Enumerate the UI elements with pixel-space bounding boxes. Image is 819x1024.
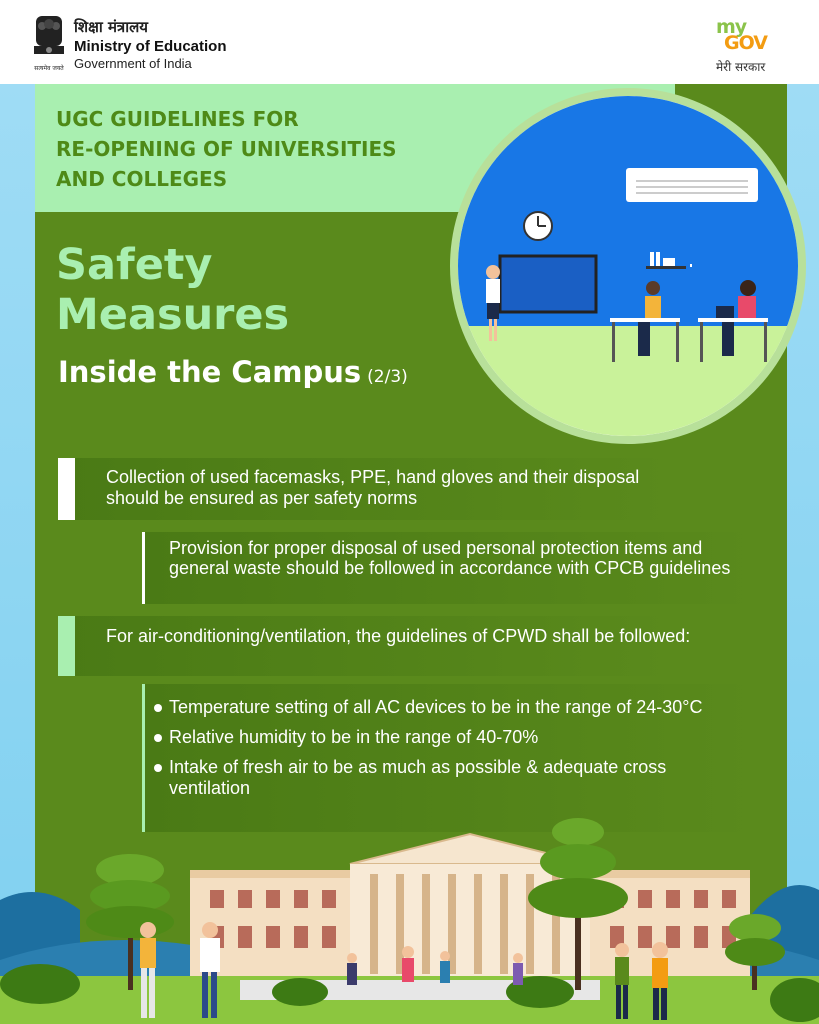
mygov-gov-text: GOV [724, 32, 767, 54]
item-1-text: Collection of used facemasks, PPE, hand gloves and their disposal should be ensured as per safety norms [106, 467, 640, 508]
mygov-hindi-text: मेरी सरकार [716, 60, 766, 74]
title-line-3: AND COLLEGES [56, 167, 228, 191]
item-1-sub-text: Provision for proper disposal of used personal protection items and general waste should be followed in accordance with CPCB guidelines [169, 538, 731, 578]
ministry-english-name: Ministry of Education [74, 38, 227, 55]
ventilation-bullets [154, 697, 734, 808]
title-line-1: UGC GUIDELINES FOR [56, 107, 299, 131]
classroom-illustration [450, 88, 806, 444]
page-title [56, 104, 486, 194]
campus-illustration [0, 810, 819, 1024]
item-1-sub-marker [142, 532, 145, 604]
state-emblem-icon [30, 14, 68, 74]
bullet-item: Intake of fresh air to be as much as possible & adequate cross ventilation [154, 757, 734, 799]
heading-line-1: Safety [56, 240, 213, 290]
mygov-logo [716, 16, 788, 78]
item-2-marker [58, 616, 75, 676]
page-indicator: (2/3) [367, 367, 408, 387]
government-label: Government of India [74, 56, 192, 71]
subtitle-text: Inside the Campus [58, 355, 362, 389]
svg-text:सत्यमेव जयते: सत्यमेव जयते [34, 65, 64, 72]
item-2-text: For air-conditioning/ventilation, the guidelines of CPWD shall be followed: [106, 626, 691, 646]
bullet-item: Relative humidity to be in the range of 40-70% [154, 727, 734, 748]
section-subtitle [58, 355, 408, 389]
mygov-my-text: my [716, 16, 747, 38]
title-line-2: RE-OPENING OF UNIVERSITIES [56, 137, 397, 161]
classroom-scene [458, 96, 798, 436]
header [0, 0, 819, 84]
safety-measures-heading [56, 240, 289, 340]
ministry-hindi-name: शिक्षा मंत्रालय [74, 18, 148, 36]
heading-line-2: Measures [56, 290, 290, 340]
bullet-item: Temperature setting of all AC devices to be in the range of 24-30°C [154, 697, 734, 718]
item-1-marker [58, 458, 75, 520]
